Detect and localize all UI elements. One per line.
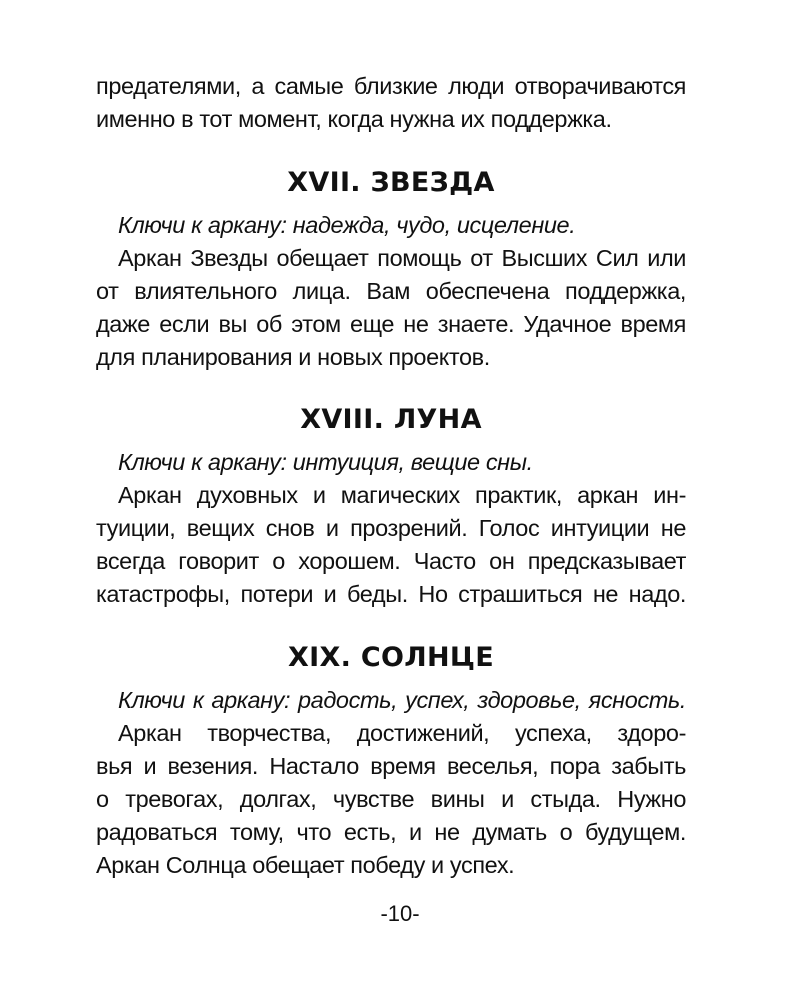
body-text-line: Аркан Звезды обещает помощь от Высших Сил или [118, 245, 686, 271]
body-text-line: именно в тот момент, когда нужна их поддержка. [96, 106, 612, 132]
body-text-line: Аркан Солнца обещает победу и успех. [96, 852, 515, 878]
body-text-line: вья и везения. Настало время веселья, пора забыть [96, 753, 686, 779]
body-text-line: туиции, вещих снов и прозрений. Голос интуиции не [96, 515, 686, 541]
section-heading-sun: XIX. СОЛНЦЕ [288, 642, 494, 673]
book-page [96, 70, 686, 882]
section-heading-moon: XVIII. ЛУНА [300, 404, 482, 435]
body-text-line: катастрофы, потери и беды. Но страшиться не надо. [96, 581, 686, 607]
section-keys: Ключи к аркану: радость, успех, здоровье, ясность. [118, 687, 686, 713]
body-text-line: о тревогах, долгах, чувстве вины и стыда. Нужно [96, 786, 686, 812]
body-text-line: предателями, а самые близкие люди отворачиваются [96, 73, 686, 99]
body-text-line: Аркан творчества, достижений, успеха, здоро- [118, 720, 686, 746]
body-text-line: даже если вы об этом еще не знаете. Удачное время [96, 311, 686, 337]
body-text-line: от влиятельного лица. Вам обеспечена поддержка, [96, 278, 686, 304]
section-heading-star: XVII. ЗВЕЗДА [287, 167, 495, 198]
body-text-line: всегда говорит о хорошем. Часто он предсказывает [96, 548, 686, 574]
section-keys: Ключи к аркану: интуиция, вещие сны. [118, 449, 533, 475]
section-keys: Ключи к аркану: надежда, чудо, исцеление. [118, 212, 576, 238]
body-text-line: для планирования и новых проектов. [96, 344, 490, 370]
body-text-line: радоваться тому, что есть, и не думать о будущем. [96, 819, 686, 845]
body-text-line: Аркан духовных и магических практик, аркан ин- [118, 482, 686, 508]
page-number: -10- [380, 901, 420, 926]
